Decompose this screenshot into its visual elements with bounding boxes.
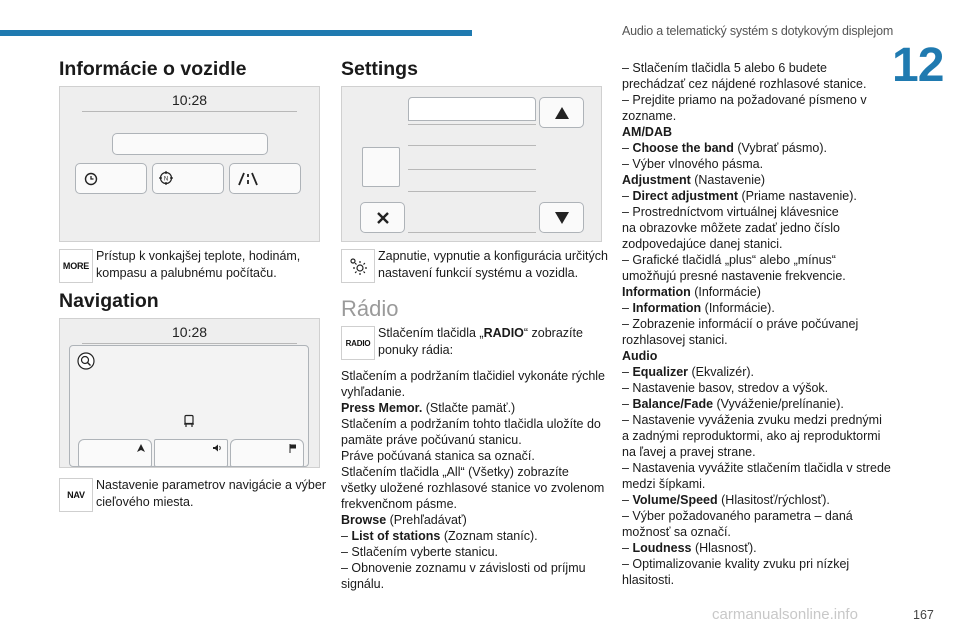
term: Information — [632, 301, 702, 315]
body-line: Stlačením tlačidla „All“ (Všetky) zobrazíte — [341, 465, 569, 479]
road-icon — [237, 172, 259, 186]
body-line: – Nastavenie basov, stredov a výšok. — [622, 381, 829, 395]
body-line: – Grafické tlačidlá „plus“ alebo „mínus“ — [622, 253, 836, 267]
body-line: signálu. — [341, 577, 385, 591]
nav-tag: NAV — [59, 478, 93, 512]
text-run: “ zobrazíte — [523, 326, 583, 340]
body-line: Stlačením a podržaním tohto tlačidla uložíte do — [341, 417, 601, 431]
body-line — [622, 172, 892, 188]
gear-icon — [347, 255, 369, 277]
navigation-heading: Navigation — [59, 290, 159, 312]
screen-clock: 10:28 — [172, 92, 208, 108]
text-run: – — [622, 541, 633, 555]
body-line: Stlačením a podržaním tlačidiel vykonáte rýchle — [341, 369, 606, 383]
trip-computer-button[interactable] — [229, 163, 301, 194]
radio-heading: Rádio — [341, 296, 399, 321]
text-run: – — [622, 189, 633, 203]
text-run: (Vybrať pásmo). — [733, 141, 827, 155]
navigation-volume-button[interactable] — [154, 439, 228, 467]
screen-divider — [82, 111, 297, 112]
settings-list-header — [408, 97, 536, 121]
radio-tag: RADIO — [341, 326, 375, 360]
vehicle-info-screen — [59, 86, 320, 242]
body-line: – Výber vlnového pásma. — [622, 157, 764, 171]
term: Browse — [341, 513, 387, 527]
arrow-up-icon — [555, 107, 569, 119]
radio-intro — [378, 325, 583, 359]
text-run: (Ekvalizér). — [688, 365, 754, 379]
text-run: – — [622, 493, 633, 507]
term: Press Memor. — [341, 401, 423, 415]
compass-icon — [158, 170, 174, 186]
body-line: medzi šípkami. — [622, 477, 706, 491]
text-run: – — [341, 529, 352, 543]
body-line — [622, 364, 892, 380]
search-zoom-icon — [76, 351, 96, 371]
flag-icon — [289, 444, 297, 453]
term: List of stations — [351, 529, 441, 543]
text-run: (Vyváženie/prelínanie). — [713, 397, 844, 411]
body-line: na obrazovke môžete zadať jedno číslo — [622, 221, 841, 235]
watermark: carmanualsonline.info — [712, 606, 858, 623]
body-line — [622, 284, 892, 300]
body-line — [622, 300, 892, 316]
navigation-flag-button[interactable] — [230, 439, 304, 467]
body-line: všetky uložené rozhlasové stanice vo zvolenom — [341, 481, 605, 495]
description-line: Zapnutie, vypnutie a konfigurácia určitých — [378, 249, 608, 263]
body-line: Práve počúvaná stanica sa označí. — [341, 449, 535, 463]
term: Information — [622, 285, 691, 299]
settings-gear-tag — [341, 249, 375, 283]
screen-divider — [82, 343, 297, 344]
body-line — [341, 512, 611, 528]
text-run: – — [622, 141, 633, 155]
clock-icon — [84, 172, 98, 186]
body-line: zodpovedajúce danej stanici. — [622, 237, 783, 251]
close-button[interactable] — [360, 202, 405, 233]
body-line — [622, 492, 892, 508]
navigation-description — [96, 477, 326, 511]
body-line: frekvenčnom pásme. — [341, 497, 458, 511]
screen-clock: 10:28 — [172, 324, 208, 340]
text-run: (Prehľadávať) — [386, 513, 467, 527]
body-line: rozhlasovej stanici. — [622, 333, 728, 347]
term: Choose the band — [632, 141, 734, 155]
text-run: (Informácie) — [690, 285, 761, 299]
more-tag: MORE — [59, 249, 93, 283]
body-line: pamäte práve počúvanú stanicu. — [341, 433, 522, 447]
body-line — [341, 400, 611, 416]
description-line: Nastavenie parametrov navigácie a výber — [96, 478, 326, 492]
list-divider — [408, 232, 536, 233]
radio-keyword: RADIO — [483, 326, 524, 340]
scroll-up-button[interactable] — [539, 97, 584, 128]
compass-button[interactable] — [152, 163, 224, 194]
svg-text:N: N — [163, 176, 169, 183]
term: Adjustment — [622, 173, 691, 187]
description-line: ponuky rádia: — [378, 343, 454, 357]
page-number: 167 — [913, 608, 934, 622]
body-line — [622, 540, 892, 556]
body-line: zozname. — [622, 109, 677, 123]
body-line: – Prejdite priamo na požadované písmeno v — [622, 93, 867, 107]
list-divider — [408, 124, 536, 125]
list-divider — [408, 191, 536, 192]
text-run: – — [622, 397, 633, 411]
term: Loudness — [632, 541, 692, 555]
body-line: – Stlačením vyberte stanicu. — [341, 545, 499, 559]
description-line: cieľového miesta. — [96, 495, 194, 509]
arrow-down-icon — [555, 212, 569, 224]
body-line: prechádzať cez nájdené rozhlasové stanice. — [622, 77, 867, 91]
term: Balance/Fade — [632, 397, 714, 411]
body-line: vyhľadanie. — [341, 385, 406, 399]
screen-info-field — [112, 133, 268, 155]
vehicle-info-heading: Informácie o vozidle — [59, 58, 247, 80]
direction-icon — [137, 444, 145, 452]
body-line: a zadnými reproduktormi, ako aj reproduktormi — [622, 429, 881, 443]
scroll-down-button[interactable] — [539, 202, 584, 233]
body-line: – Optimalizovanie kvality zvuku pri nízkej — [622, 557, 850, 571]
header-accent-bar — [0, 30, 472, 36]
volume-icon — [213, 444, 222, 452]
body-line — [622, 188, 892, 204]
radio-body-text — [341, 368, 611, 592]
term: Direct adjustment — [632, 189, 739, 203]
description-line: nastavení funkcií systému a vozidla. — [378, 266, 579, 280]
clock-button[interactable] — [75, 163, 147, 194]
body-line: – Zobrazenie informácií o práve počúvanej — [622, 317, 859, 331]
body-line — [622, 140, 892, 156]
seat-icon — [182, 414, 196, 428]
settings-screen — [341, 86, 602, 242]
vehicle-info-description — [96, 248, 300, 282]
body-line: – Výber požadovaného parametra – daná — [622, 509, 853, 523]
text-run: – — [622, 301, 633, 315]
body-line: možnosť sa označí. — [622, 525, 731, 539]
term: Equalizer — [632, 365, 689, 379]
body-line: – Prostredníctvom virtuálnej klávesnice — [622, 205, 839, 219]
text-run: (Zoznam staníc). — [440, 529, 538, 543]
list-divider — [408, 145, 536, 146]
list-divider — [408, 169, 536, 170]
body-line: – Stlačením tlačidla 5 alebo 6 budete — [622, 61, 827, 75]
body-line: umožňujú presné nastavenie frekvencie. — [622, 269, 846, 283]
text-run: – — [622, 365, 633, 379]
right-column-text — [622, 60, 892, 588]
text-run: (Hlasnosť). — [691, 541, 757, 555]
description-line: kompasu a palubnému počítaču. — [96, 266, 277, 280]
text-run: (Hlasitosť/rýchlosť). — [717, 493, 830, 507]
settings-heading: Settings — [341, 58, 418, 80]
term: Volume/Speed — [632, 493, 718, 507]
text-run: (Nastavenie) — [690, 173, 766, 187]
body-line — [622, 348, 892, 364]
body-line — [341, 528, 611, 544]
body-line: – Nastavenia vyvážite stlačením tlačidla v strede — [622, 461, 891, 475]
body-line — [622, 396, 892, 412]
navigation-direction-button[interactable] — [78, 439, 152, 467]
term: AM/DAB — [622, 125, 672, 139]
settings-side-panel — [362, 147, 400, 187]
description-line: Prístup k vonkajšej teplote, hodinám, — [96, 249, 301, 263]
chapter-number: 12 — [892, 39, 944, 92]
chapter-header-title: Audio a telematický systém s dotykovým displejom — [622, 24, 894, 38]
body-line — [622, 124, 892, 140]
close-icon — [377, 212, 389, 224]
body-line: – Nastavenie vyváženia zvuku medzi prednými — [622, 413, 882, 427]
body-line: – Obnovenie zoznamu v závislosti od príjmu — [341, 561, 586, 575]
settings-description — [378, 248, 608, 282]
term: Audio — [622, 349, 658, 363]
text-run: Stlačením tlačidla „ — [378, 326, 484, 340]
description-line — [378, 325, 583, 342]
text-run: (Stlačte pamäť.) — [422, 401, 516, 415]
text-run: (Priame nastavenie). — [738, 189, 857, 203]
text-run: (Informácie). — [701, 301, 775, 315]
body-line: hlasitosti. — [622, 573, 675, 587]
navigation-screen — [59, 318, 320, 468]
body-line: na ľavej a pravej strane. — [622, 445, 756, 459]
